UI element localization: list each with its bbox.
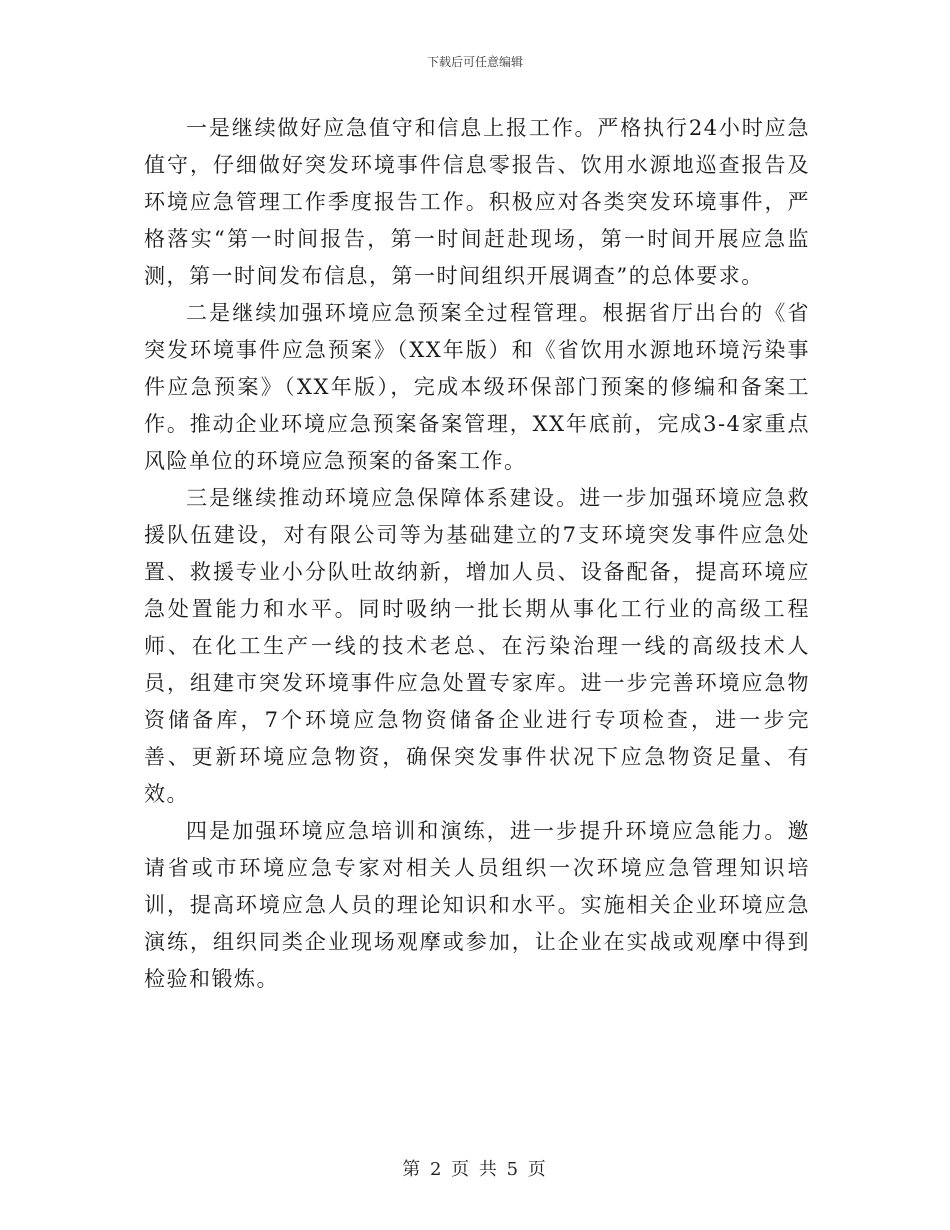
paragraph-4: 四是加强环境应急培训和演练，进一步提升环境应急能力。邀请省或市环境应急专家对相关人员组织一次环境应急管理知识培训，提高环境应急人员的理论知识和水平。实施相关企业环境应急演练，组织同类企业现场观摩或参加，让企业在实战或观摩中得到检验和锻炼。	[144, 819, 810, 991]
page-header-note: 下载后可任意编辑	[426, 55, 523, 69]
page-number-footer: 第 2 页 共 5 页	[402, 1159, 548, 1180]
paragraph-1: 一是继续做好应急值守和信息上报工作。严格执行24小时应急值守，仔细做好突发环境事件信息零报告、饮用水源地巡查报告及环境应急管理工作季度报告工作。积极应对各类突发环境事件，严格落实“第一时间报告，第一时间赶赴现场，第一时间开展应急监测，第一时间发布信息，第一时间组织开展调查”的总体要求。	[144, 116, 810, 288]
document-body	[144, 110, 810, 998]
paragraph-2: 二是继续加强环境应急预案全过程管理。根据省厅出台的《省突发环境事件应急预案》（XX年版）和《省饮用水源地环境污染事件应急预案》（XX年版），完成本级环保部门预案的修编和备案工作。推动企业环境应急预案备案管理，XX年底前，完成3-4家重点风险单位的环境应急预案的备案工作。	[144, 301, 810, 473]
paragraph-3: 三是继续推动环境应急保障体系建设。进一步加强环境应急救援队伍建设，对有限公司等为基础建立的7支环境突发事件应急处置、救援专业小分队吐故纳新，增加人员、设备配备，提高环境应急处置能力和水平。同时吸纳一批长期从事化工行业的高级工程师、在化工生产一线的技术老总、在污染治理一线的高级技术人员，组建市突发环境事件应急处置专家库。进一步完善环境应急物资储备库，7个环境应急物资储备企业进行专项检查，进一步完善、更新环境应急物资，确保突发事件状况下应急物资足量、有效。	[144, 486, 810, 806]
